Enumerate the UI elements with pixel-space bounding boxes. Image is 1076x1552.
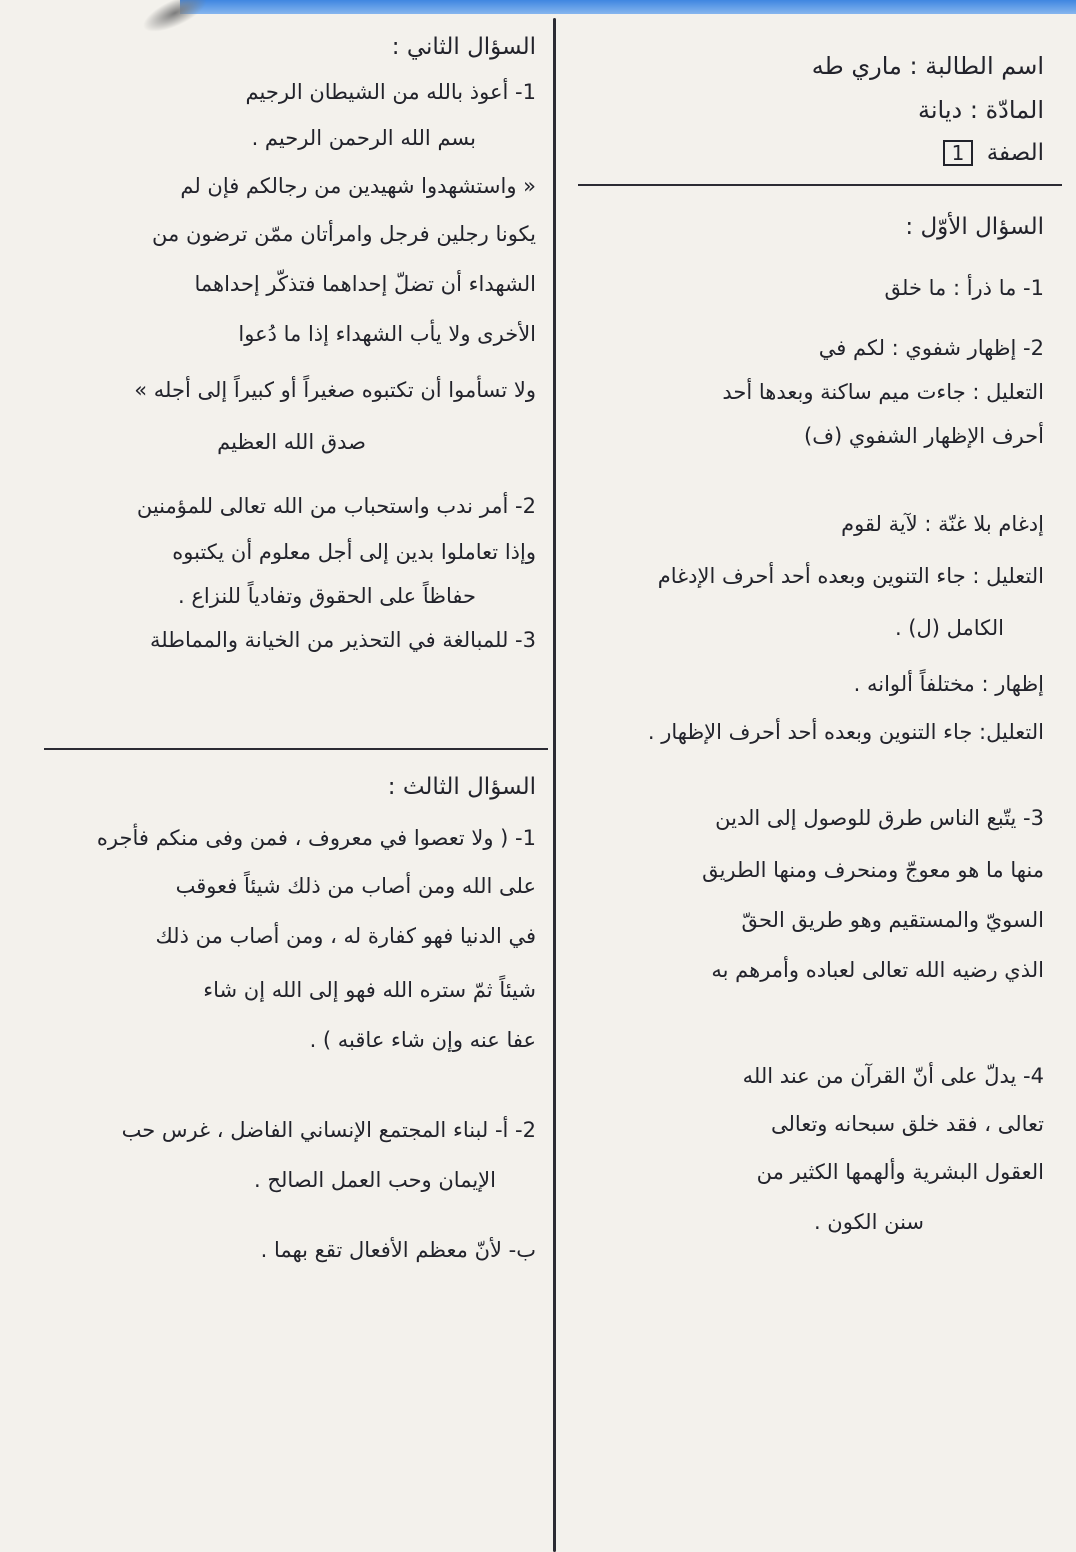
q3-heading: السؤال الثالث : (387, 774, 536, 800)
q1-answer-2-title: 2- إظهار شفوي : لكم في (818, 336, 1044, 360)
q2-answer-1: يكونا رجلين فرجل وامرأتان ممّن ترضون من (152, 222, 536, 246)
q1-answer-1: 1- ما ذرأ : ما خلق (884, 276, 1044, 300)
q2-heading: السؤال الثاني : (391, 34, 536, 60)
q3-answer-1: عفا عنه وإن شاء عاقبه ) . (309, 1028, 536, 1052)
grade-label: الصفة (986, 140, 1044, 166)
idgham-title: إدغام بلا غنّة : لآية لقوم (841, 512, 1044, 536)
q1-answer-4: سنن الكون . (813, 1210, 924, 1234)
q3-answer-2a: 2- أ- لبناء المجتمع الإنساني الفاضل ، غرس حب (121, 1118, 536, 1142)
column-divider (553, 18, 556, 1552)
idgham-reason: الكامل (ل) . (894, 616, 1004, 640)
student-name: اسم الطالبة : ماري طه (811, 52, 1044, 80)
q3-answer-1: 1- ( ولا تعصوا في معروف ، فمن وفى منكم فأجره (96, 826, 536, 850)
q2-answer-1: ولا تسأموا أن تكتبوه صغيراً أو كبيراً إلى أجله » (134, 378, 536, 402)
q2-answer-2: حفاظاً على الحقوق وتفادياً للنزاع . (178, 584, 476, 608)
q3-answer-2a: الإيمان وحب العمل الصالح . (254, 1168, 496, 1192)
q2-answer-1: 1- أعوذ بالله من الشيطان الرجيم (245, 80, 536, 104)
q2-answer-1: الشهداء أن تضلّ إحداهما فتذكّر إحداهما (194, 272, 536, 296)
q1-answer-2-reason: أحرف الإظهار الشفوي (ف) (804, 424, 1044, 448)
q1-answer-4: العقول البشرية وألهمها الكثير من (756, 1160, 1044, 1184)
q3-answer-2b: ب- لأنّ معظم الأفعال تقع بهما . (260, 1238, 536, 1262)
q2-answer-1: الأخرى ولا يأب الشهداء إذا ما دُعوا (238, 322, 536, 346)
q1-answer-3: الذي رضيه الله تعالى لعباده وأمرهم به (711, 958, 1044, 982)
q2-answer-1: صدق الله العظيم (217, 430, 366, 454)
grade-box: 1 (943, 140, 974, 166)
q3-answer-1: على الله ومن أصاب من ذلك شيئاً فعوقب (175, 874, 536, 898)
q2-answer-2: وإذا تعاملوا بدين إلى أجل معلوم أن يكتبوه (172, 540, 536, 564)
q1-answer-2-reason: التعليل : جاءت ميم ساكنة وبعدها أحد (722, 380, 1044, 404)
q2-answer-1: « واستشهدوا شهيدين من رجالكم فإن لم (180, 174, 536, 198)
right-column (560, 0, 1044, 1552)
grade-line (943, 136, 1044, 172)
q1-heading: السؤال الأوّل : (905, 214, 1044, 240)
q3-answer-1: في الدنيا فهو كفارة له ، ومن أصاب من ذلك (155, 924, 536, 948)
q3-answer-1: شيئاً ثمّ ستره الله فهو إلى الله إن شاء (203, 978, 536, 1002)
q1-answer-4: 4- يدلّ على أنّ القرآن من عند الله (742, 1064, 1044, 1088)
q1-answer-4: تعالى ، فقد خلق سبحانه وتعالى (771, 1112, 1044, 1136)
q2-answer-1: بسم الله الرحمن الرحيم . (251, 126, 476, 150)
q2-answer-3: 3- للمبالغة في التحذير من الخيانة والمماطلة (150, 628, 536, 652)
q2-answer-2: 2- أمر ندب واستحباب من الله تعالى للمؤمنين (136, 494, 536, 518)
idgham-reason: التعليل : جاء التنوين وبعده أحد أحرف الإدغام (657, 564, 1044, 588)
left-column (8, 0, 536, 1552)
q1-answer-3: السويّ والمستقيم وهو طريق الحقّ (741, 908, 1044, 932)
izhar-reason: التعليل: جاء التنوين وبعده أحد أحرف الإظهار . (647, 720, 1044, 744)
izhar-title: إظهار : مختلفاً ألوانه . (853, 672, 1044, 696)
q1-answer-3: منها ما هو معوجّ ومنحرف ومنها الطريق (702, 858, 1044, 882)
subject-name: المادّة : ديانة (918, 96, 1044, 124)
q1-answer-3: 3- يتّبع الناس طرق للوصول إلى الدين (715, 806, 1044, 830)
